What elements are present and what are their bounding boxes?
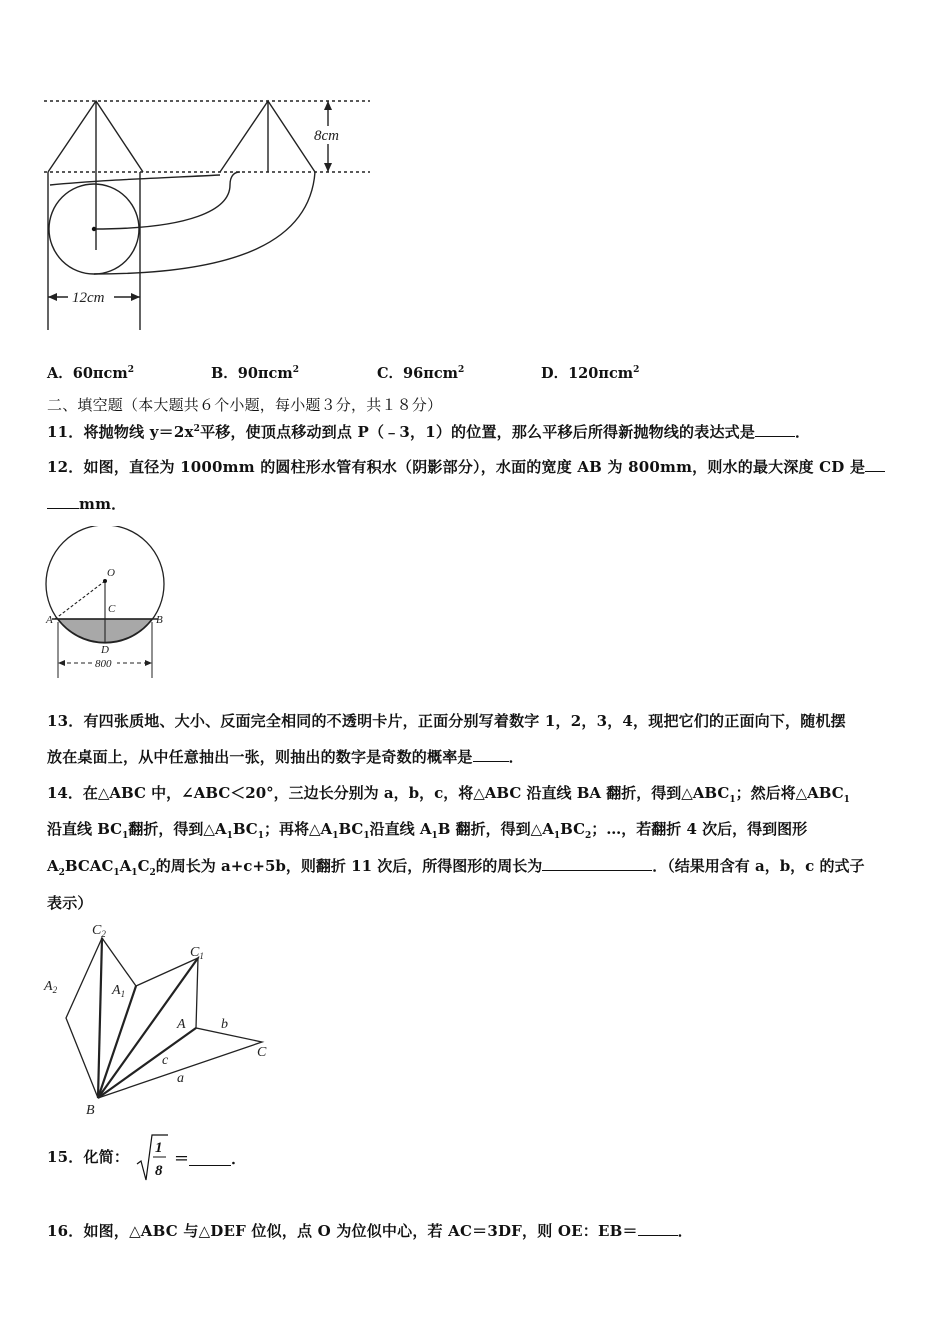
question-13: 13．有四张质地、大小、反面完全相同的不透明卡片，正面分别写着数字 1，2，3，4，现把它们的正面向下，随机摆 xyxy=(47,712,846,730)
height-label: 8cm xyxy=(314,128,339,144)
label-side-b: b xyxy=(221,1017,228,1032)
label-a2: $A_2$ xyxy=(44,979,58,995)
question-11: 11．将抛物线 $y=2x^2$平移，使顶点移动到点 P（﹣3，1）的位置，那么平移后所得新抛物线的表达式是 ． xyxy=(47,423,811,441)
question-14-line4: 表示） xyxy=(47,894,93,912)
triangle-a2bc2 xyxy=(66,938,102,1098)
label-c2: $C_2$ xyxy=(92,923,106,939)
answer-blank-11[interactable] xyxy=(755,422,795,437)
answer-blank-12b[interactable] xyxy=(47,494,79,509)
answer-blank-15[interactable] xyxy=(189,1151,231,1166)
question-14-line3: $A_2BCAC_1A_1C_2$的周长为 a+c+5b，则翻折 11 次后，所得图形的周长为 ．（结果用含有 a，b，c 的式子 xyxy=(47,857,865,878)
sqrt-fraction xyxy=(135,1132,169,1184)
side-ba1 xyxy=(98,986,136,1098)
fold-figure xyxy=(40,918,280,1118)
answer-blank-14[interactable] xyxy=(542,856,652,871)
answer-blank-16[interactable] xyxy=(638,1221,678,1236)
option-d[interactable]: D．120πcm$^2$ xyxy=(541,365,640,382)
question-12: 12．如图，直径为 1000mm 的圆柱形水管有积水（阴影部分），水面的宽度 AB 为 800mm，则水的最大深度 CD 是 xyxy=(47,456,885,477)
label-c1: $C_1$ xyxy=(190,945,204,961)
question-13-line2: 放在桌面上，从中任意抽出一张，则抽出的数字是奇数的概率是 ． xyxy=(47,748,524,766)
dim-arrow-left xyxy=(58,660,65,666)
label-c: C xyxy=(108,603,116,615)
answer-blank-13[interactable] xyxy=(473,747,509,762)
question-14: 14．在△ABC 中，∠ABC＜20°，三边长分别为 a，b，c，将△ABC 沿直线 BA 翻折，得到$\triangle ABC_1$；然后将$\triangle ABC_1$ xyxy=(47,784,850,805)
dim-arrow-right xyxy=(145,660,152,666)
center-dot xyxy=(92,227,96,231)
radius-oa xyxy=(55,581,105,619)
option-a[interactable]: A．60πcm$^2$ xyxy=(47,365,134,382)
label-a: A xyxy=(46,614,53,626)
label-a: A xyxy=(177,1017,186,1032)
pipe-width-label: 800 xyxy=(95,658,112,670)
label-b: B xyxy=(156,614,163,626)
fraction-numerator: 1 xyxy=(154,1140,163,1156)
label-a1: $A_1$ xyxy=(112,983,126,999)
arrowhead-right xyxy=(131,293,140,301)
label-o: O xyxy=(107,567,115,579)
arc-top xyxy=(50,175,220,185)
width-label: 12cm xyxy=(72,290,105,306)
arrowhead-left xyxy=(48,293,57,301)
label-d: D xyxy=(101,644,109,656)
pipe-figure xyxy=(38,526,178,686)
answer-blank-12a[interactable] xyxy=(865,457,885,472)
section-title: 二、填空题（本大题共６个小题，每小题３分，共１８分） xyxy=(47,396,443,414)
question-14-line2: 沿直线 $BC_1$翻折，得到$\triangle A_1BC_1$；再将$\triangle A_1BC_1$沿直线 $A_1B$ 翻折，得到$\triangle A_1BC_2$；…，若翻折 4 次后，得到图形 xyxy=(47,820,808,841)
option-c[interactable]: C．96πcm$^2$ xyxy=(377,365,465,382)
center-point xyxy=(103,579,107,583)
arrowhead-up xyxy=(324,101,332,110)
label-b: B xyxy=(86,1103,95,1118)
side-bc2 xyxy=(98,938,102,1098)
fraction-denominator: 8 xyxy=(154,1163,163,1179)
option-b[interactable]: B．90πcm$^2$ xyxy=(211,365,299,382)
question-16: 16．如图，△ABC 与△DEF 位似，点 O 为位似中心，若 AC＝3DF，则 OE：EB＝ ． xyxy=(47,1222,693,1240)
cone-figure xyxy=(40,90,385,340)
label-c: C xyxy=(257,1045,267,1060)
label-side-a: a xyxy=(177,1071,184,1086)
side-ba xyxy=(98,1028,196,1098)
question-15: 15．化简： 1 8 ＝ ． xyxy=(47,1132,246,1182)
question-12-line2: mm． xyxy=(47,493,126,514)
label-side-c: c xyxy=(162,1053,169,1068)
arrowhead-down xyxy=(324,163,332,172)
